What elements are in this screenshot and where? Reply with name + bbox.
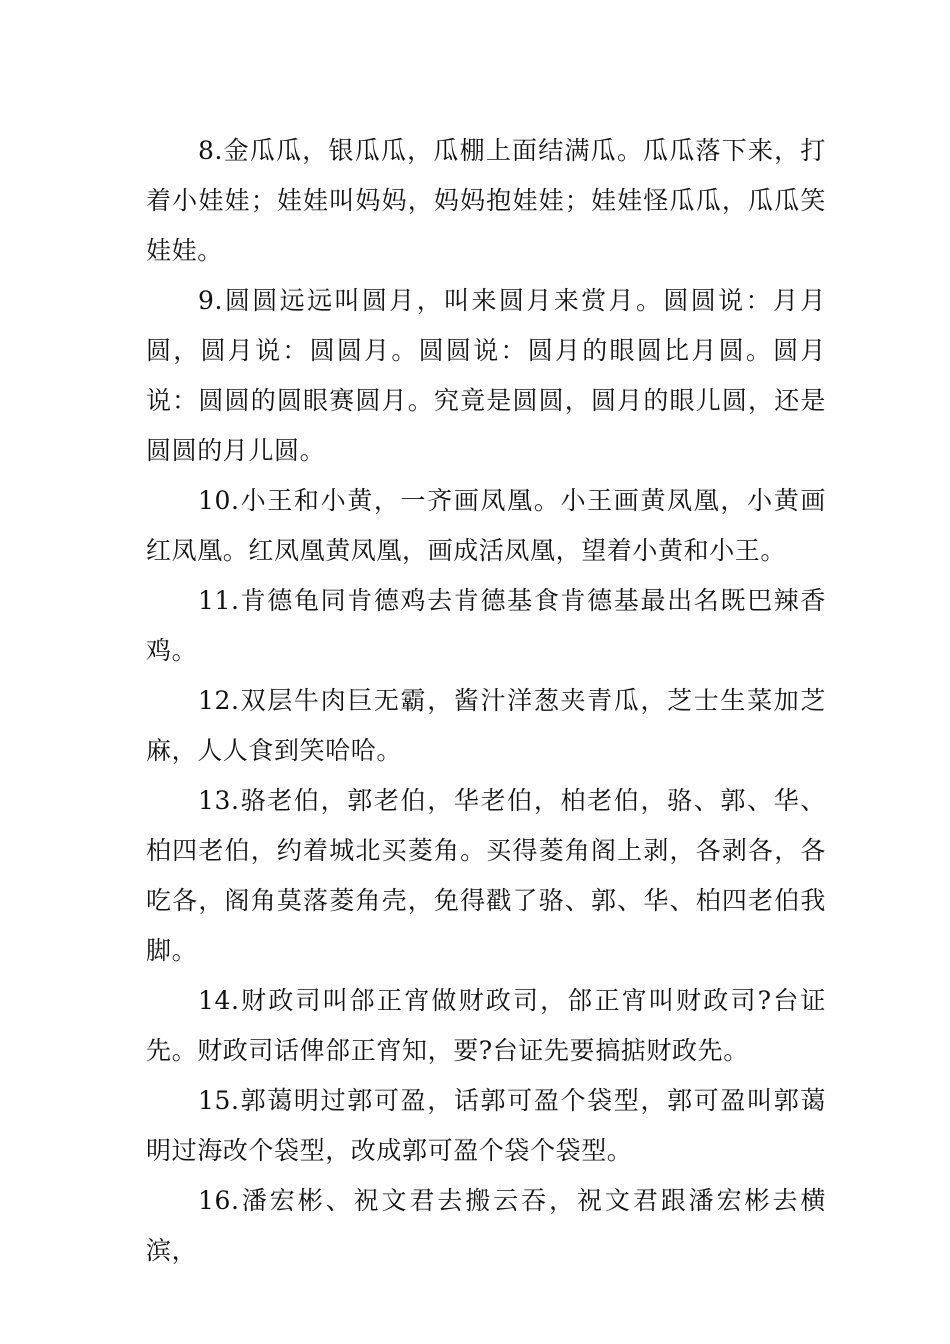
paragraph-14: 14.财政司叫郃正宵做财政司，郃正宵叫财政司?台证先。财政司话俾郃正宵知，要?台证先要搞掂财政先。 <box>146 986 826 1065</box>
paragraph-16: 16.潘宏彬、祝文君去搬云吞，祝文君跟潘宏彬去横滨， <box>146 1186 826 1265</box>
paragraph-8: 8.金瓜瓜，银瓜瓜，瓜棚上面结满瓜。瓜瓜落下来，打着小娃娃；娃娃叫妈妈，妈妈抱娃娃；娃娃怪瓜瓜，瓜瓜笑娃娃。 <box>146 136 826 265</box>
paragraph-11: 11.肯德龟同肯德鸡去肯德基食肯德基最出名既巴辣香鸡。 <box>146 586 826 665</box>
paragraph-9: 9.圆圆远远叫圆月，叫来圆月来赏月。圆圆说：月月圆，圆月说：圆圆月。圆圆说：圆月的眼圆比月圆。圆月说：圆圆的圆眼赛圆月。究竟是圆圆，圆月的眼儿圆，还是圆圆的月儿圆。 <box>146 286 826 465</box>
document-body <box>146 126 826 1276</box>
paragraph-15: 15.郭蔼明过郭可盈，话郭可盈个袋型，郭可盈叫郭蔼明过海改个袋型，改成郭可盈个袋个袋型。 <box>146 1086 826 1165</box>
paragraph-13: 13.骆老伯，郭老伯，华老伯，柏老伯，骆、郭、华、柏四老伯，约着城北买菱角。买得菱角阁上剥，各剥各，各吃各，阁角莫落菱角壳，免得戳了骆、郭、华、柏四老伯我脚。 <box>146 786 826 965</box>
paragraph-10: 10.小王和小黄，一齐画凤凰。小王画黄凤凰，小黄画红凤凰。红凤凰黄凤凰，画成活凤凰，望着小黄和小王。 <box>146 486 826 565</box>
paragraph-12: 12.双层牛肉巨无霸，酱汁洋葱夹青瓜，芝士生菜加芝麻，人人食到笑哈哈。 <box>146 686 826 765</box>
